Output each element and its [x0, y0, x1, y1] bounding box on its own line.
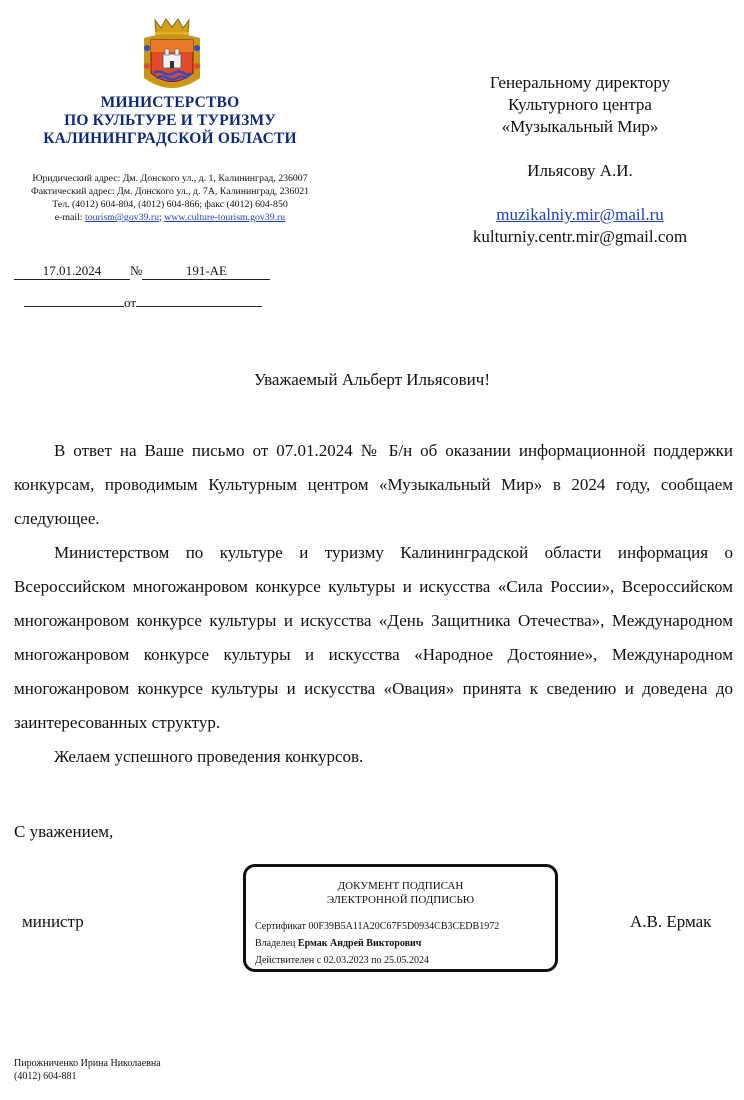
from-label: от	[124, 295, 137, 310]
ministry-website-link[interactable]: www.culture-tourism.gov39.ru	[164, 212, 286, 223]
stamp-title-line: ЭЛЕКТРОННОЙ ПОДПИСЬЮ	[326, 894, 475, 906]
phone-fax: Тел. (4012) 604-804, (4012) 604-866; факс (4012) 604-850	[52, 199, 288, 210]
executor-info	[14, 1057, 161, 1083]
legal-address: Юридический адрес: Дм. Донского ул., д. 1, Калининград, 236007	[32, 173, 308, 184]
stamp-title	[246, 879, 555, 907]
kaliningrad-coat-of-arms-icon	[141, 18, 203, 94]
owner-name: Ермак Андрей Викторович	[297, 938, 422, 949]
registration-date: 17.01.2024	[14, 263, 130, 280]
closing-regards: С уважением,	[14, 822, 114, 841]
recipient-email-2: kulturniy.centr.mir@gmail.com	[472, 227, 688, 246]
ministry-contacts	[14, 172, 326, 224]
stamp-certificate: Сертификат 00F39B5A11A20C67F5D0934CB3CEDB1972	[255, 921, 500, 932]
body-paragraph: Министерством по культуре и туризму Калининградской области информация о Всероссийском многожанровом конкурсе культуры и искусства «Сила России», Всероссийском многожанровом конкурсе культуры и искусства «День Защитника Отечества», Международном многожанровом конкурсе культуры и искусства «Народное Достояние», Международном многожанровом конкурсе культуры и искусства «Овация» принята к сведению и доведена до заинтересованных структур.	[14, 543, 733, 732]
valid-to: 25.05.2024	[384, 955, 430, 966]
recipient-line: Генеральному директору	[489, 73, 671, 92]
email-separator: ;	[159, 212, 162, 223]
body-paragraph: Желаем успешного проведения конкурсов.	[54, 747, 364, 766]
stamp-owner: Владелец Ермак Андрей Викторович	[255, 938, 422, 949]
letter-body	[14, 434, 733, 774]
stamp-validity: Действителен с 02.03.2023 по 25.05.2024	[255, 955, 430, 966]
recipient-name: Ильясову А.И.	[527, 161, 633, 180]
registration-line	[14, 263, 270, 280]
recipient-line: Культурного центра	[508, 95, 652, 114]
ministry-line: ПО КУЛЬТУРЕ И ТУРИЗМУ	[64, 112, 276, 129]
email-line	[14, 211, 326, 224]
executor-phone: (4012) 604-881	[14, 1071, 77, 1082]
executor-name: Пирожниченко Ирина Николаевна	[14, 1058, 161, 1069]
greeting: Уважаемый Альберт Ильясович!	[254, 370, 490, 389]
reference-date-blank	[136, 306, 262, 307]
reference-number-blank	[24, 306, 124, 307]
ministry-line: МИНИСТЕРСТВО	[100, 94, 240, 111]
recipient-email-link[interactable]: muzikalniy.mir@mail.ru	[496, 205, 664, 224]
body-paragraph: В ответ на Ваше письмо от 07.01.2024 № Б/н об оказании информационной поддержки конкурсам, проводимым Культурным центром «Музыкальный Мир» в 2024 году, сообщаем следующее.	[14, 441, 733, 528]
stamp-title-line: ДОКУМЕНТ ПОДПИСАН	[337, 880, 464, 892]
ministry-email-link[interactable]: tourism@gov39.ru	[84, 212, 160, 223]
ministry-name	[20, 94, 320, 148]
recipient-line: «Музыкальный Мир»	[501, 117, 659, 136]
signer-position: министр	[22, 912, 84, 931]
registration-number: 191-АЕ	[142, 263, 270, 280]
reference-line	[24, 295, 262, 311]
number-sign: №	[130, 263, 143, 278]
certificate-id: 00F39B5A11A20C67F5D0934CB3CEDB1972	[308, 921, 500, 932]
electronic-signature-stamp	[243, 864, 558, 972]
valid-from: 02.03.2023	[323, 955, 369, 966]
recipient-block	[440, 72, 720, 248]
email-label: e-mail:	[54, 212, 83, 223]
actual-address: Фактический адрес: Дм. Донского ул., д. 7А, Калининград, 236021	[30, 186, 310, 197]
signer-name: А.В. Ермак	[630, 912, 712, 931]
ministry-line: КАЛИНИНГРАДСКОЙ ОБЛАСТИ	[43, 130, 297, 147]
